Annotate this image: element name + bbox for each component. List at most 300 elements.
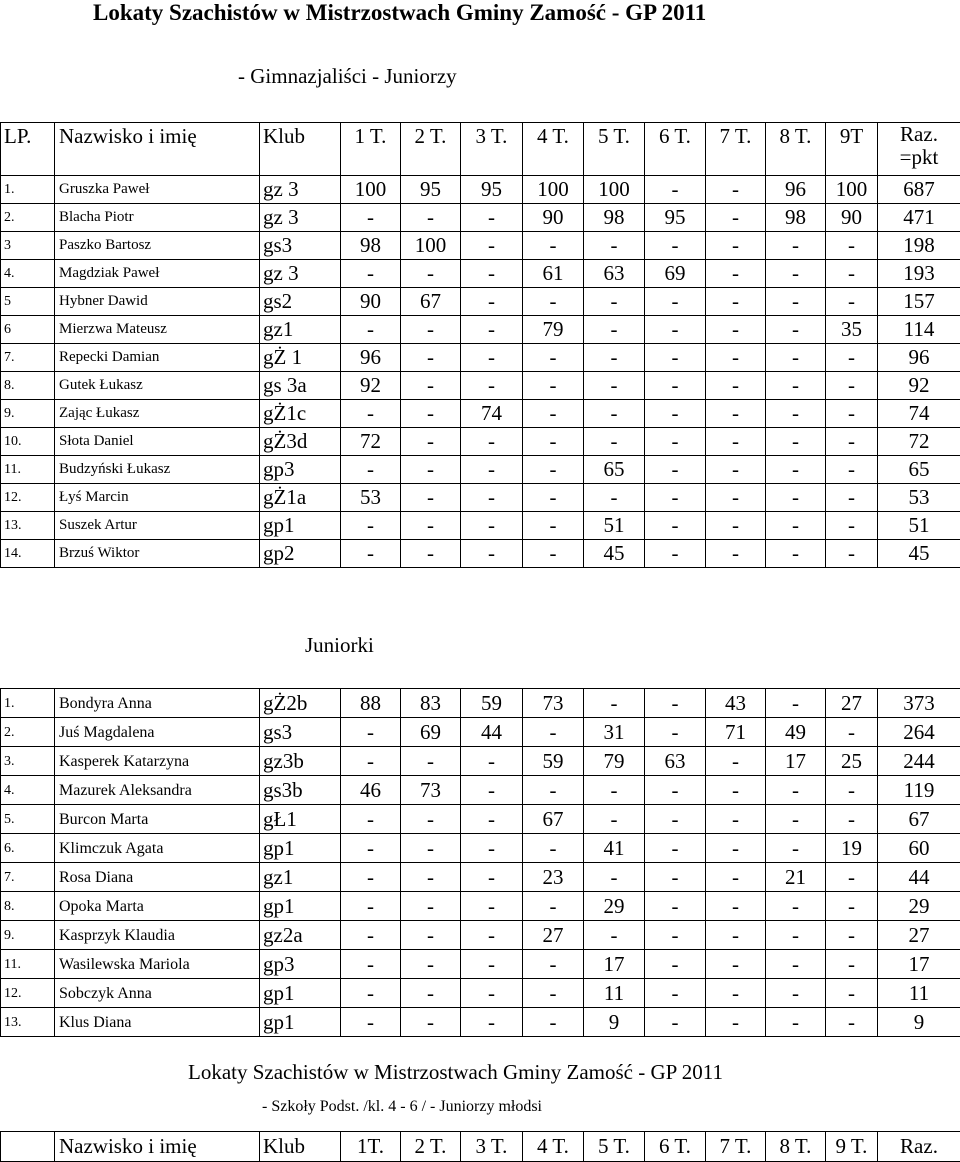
- cell-t8: -: [766, 776, 826, 805]
- cell-lp: 2.: [1, 718, 55, 747]
- cell-t3: -: [461, 950, 523, 979]
- table-row: [1, 176, 960, 204]
- cell-t7: 7 T.: [706, 1132, 766, 1162]
- cell-t8: -: [766, 834, 826, 863]
- cell-club: gs3: [260, 232, 341, 260]
- cell-total: 157: [878, 288, 960, 316]
- cell-t4: 67: [523, 805, 584, 834]
- cell-club: gz2a: [260, 921, 341, 950]
- cell-t8: -: [766, 1008, 826, 1037]
- cell-name: Suszek Artur: [55, 512, 260, 540]
- cell-lp: LP.: [1, 123, 55, 176]
- cell-t1: 46: [341, 776, 401, 805]
- cell-name: Mazurek Aleksandra: [55, 776, 260, 805]
- cell-t5: 41: [584, 834, 645, 863]
- cell-club: gp1: [260, 979, 341, 1008]
- cell-club: gŁ1: [260, 805, 341, 834]
- cell-name: Gruszka Paweł: [55, 176, 260, 204]
- cell-t5: -: [584, 484, 645, 512]
- cell-t9: -: [826, 892, 878, 921]
- cell-total: 65: [878, 456, 960, 484]
- juniors-table: [0, 122, 960, 568]
- cell-t3: -: [461, 344, 523, 372]
- cell-t8: -: [766, 372, 826, 400]
- cell-t3: -: [461, 863, 523, 892]
- cell-t7: -: [706, 979, 766, 1008]
- cell-total: Raz.: [878, 1132, 960, 1162]
- cell-t9: 90: [826, 204, 878, 232]
- cell-t3: -: [461, 316, 523, 344]
- cell-t7: -: [706, 400, 766, 428]
- cell-club: gs3b: [260, 776, 341, 805]
- cell-t1: 100: [341, 176, 401, 204]
- cell-total: 264: [878, 718, 960, 747]
- cell-t3: -: [461, 260, 523, 288]
- cell-t3: -: [461, 204, 523, 232]
- cell-t5: -: [584, 805, 645, 834]
- cell-t3: -: [461, 805, 523, 834]
- cell-lp: 5: [1, 288, 55, 316]
- cell-t6: -: [645, 176, 706, 204]
- cell-t5: 98: [584, 204, 645, 232]
- cell-t2: -: [401, 344, 461, 372]
- cell-t3: -: [461, 232, 523, 260]
- table-row: [1, 863, 960, 892]
- cell-total: 198: [878, 232, 960, 260]
- cell-t1: -: [341, 805, 401, 834]
- cell-t3: -: [461, 428, 523, 456]
- cell-lp: 6: [1, 316, 55, 344]
- cell-t7: -: [706, 176, 766, 204]
- cell-club: gz1: [260, 863, 341, 892]
- cell-t8: -: [766, 260, 826, 288]
- cell-t6: 69: [645, 260, 706, 288]
- cell-t8: -: [766, 288, 826, 316]
- cell-t2: -: [401, 456, 461, 484]
- cell-club: gz 3: [260, 260, 341, 288]
- cell-lp: 2.: [1, 204, 55, 232]
- cell-club: gs3: [260, 718, 341, 747]
- cell-t5: -: [584, 863, 645, 892]
- table-row: [1, 316, 960, 344]
- cell-t2: -: [401, 316, 461, 344]
- cell-t2: -: [401, 979, 461, 1008]
- cell-lp: 10.: [1, 428, 55, 456]
- cell-club: gz3b: [260, 747, 341, 776]
- table-row: [1, 540, 960, 568]
- table-row: [1, 834, 960, 863]
- cell-t7: -: [706, 316, 766, 344]
- cell-t3: -: [461, 512, 523, 540]
- table-row: [1, 950, 960, 979]
- cell-t4: 90: [523, 204, 584, 232]
- table-row: [1, 747, 960, 776]
- cell-t5: -: [584, 232, 645, 260]
- cell-t7: -: [706, 512, 766, 540]
- table-row: [1, 979, 960, 1008]
- cell-name: Gutek Łukasz: [55, 372, 260, 400]
- cell-total: 74: [878, 400, 960, 428]
- cell-total: 44: [878, 863, 960, 892]
- cell-total: Raz. =pkt: [878, 123, 960, 176]
- cell-club: Klub: [260, 123, 341, 176]
- table-row: [1, 456, 960, 484]
- cell-t9: 9 T.: [826, 1132, 878, 1162]
- cell-t8: -: [766, 512, 826, 540]
- cell-t8: -: [766, 921, 826, 950]
- cell-t2: -: [401, 921, 461, 950]
- cell-t1: -: [341, 400, 401, 428]
- cell-name: Repecki Damian: [55, 344, 260, 372]
- cell-t5: -: [584, 689, 645, 718]
- cell-t3: -: [461, 921, 523, 950]
- table-row: [1, 232, 960, 260]
- cell-t3: -: [461, 456, 523, 484]
- cell-club: gŻ1c: [260, 400, 341, 428]
- cell-t7: -: [706, 834, 766, 863]
- cell-club: gz 3: [260, 204, 341, 232]
- cell-lp: 8.: [1, 892, 55, 921]
- cell-t6: -: [645, 484, 706, 512]
- section-juniorki-label: Juniorki: [305, 633, 374, 657]
- cell-club: gŻ3d: [260, 428, 341, 456]
- cell-total: 9: [878, 1008, 960, 1037]
- cell-t3: -: [461, 1008, 523, 1037]
- cell-name: Sobczyk Anna: [55, 979, 260, 1008]
- cell-t4: 100: [523, 176, 584, 204]
- cell-name: Nazwisko i imię: [55, 1132, 260, 1162]
- cell-t6: -: [645, 372, 706, 400]
- table-row: [1, 512, 960, 540]
- cell-t3: -: [461, 540, 523, 568]
- cell-t4: -: [523, 512, 584, 540]
- cell-t2: -: [401, 892, 461, 921]
- cell-t5: 79: [584, 747, 645, 776]
- cell-t2: 69: [401, 718, 461, 747]
- cell-t9: -: [826, 950, 878, 979]
- cell-t8: 8 T.: [766, 123, 826, 176]
- cell-t6: -: [645, 456, 706, 484]
- cell-lp: 12.: [1, 484, 55, 512]
- cell-t4: 73: [523, 689, 584, 718]
- cell-club: gz1: [260, 316, 341, 344]
- cell-t6: -: [645, 689, 706, 718]
- cell-t1: -: [341, 892, 401, 921]
- cell-t4: 4 T.: [523, 1132, 584, 1162]
- cell-t4: -: [523, 344, 584, 372]
- cell-t7: -: [706, 484, 766, 512]
- cell-t2: -: [401, 747, 461, 776]
- cell-t7: -: [706, 805, 766, 834]
- table-header-row: [1, 123, 960, 176]
- table-row: [1, 718, 960, 747]
- cell-t9: -: [826, 805, 878, 834]
- cell-club: gp1: [260, 892, 341, 921]
- cell-t6: -: [645, 950, 706, 979]
- cell-t7: -: [706, 950, 766, 979]
- cell-t4: 23: [523, 863, 584, 892]
- cell-total: 193: [878, 260, 960, 288]
- cell-t5: -: [584, 344, 645, 372]
- cell-name: Klus Diana: [55, 1008, 260, 1037]
- cell-t7: -: [706, 260, 766, 288]
- cell-t2: 95: [401, 176, 461, 204]
- cell-club: gz 3: [260, 176, 341, 204]
- cell-t9: -: [826, 288, 878, 316]
- cell-t7: 71: [706, 718, 766, 747]
- cell-t1: 92: [341, 372, 401, 400]
- cell-t5: -: [584, 316, 645, 344]
- table-row: [1, 344, 960, 372]
- second-title: Lokaty Szachistów w Mistrzostwach Gminy Zamość - GP 2011: [188, 1060, 724, 1084]
- cell-name: Kasperek Katarzyna: [55, 747, 260, 776]
- cell-t6: -: [645, 344, 706, 372]
- cell-t3: -: [461, 288, 523, 316]
- cell-name: Juś Magdalena: [55, 718, 260, 747]
- cell-t2: 67: [401, 288, 461, 316]
- cell-t1: 90: [341, 288, 401, 316]
- cell-t4: 61: [523, 260, 584, 288]
- cell-t9: 19: [826, 834, 878, 863]
- cell-t1: -: [341, 921, 401, 950]
- cell-t7: -: [706, 428, 766, 456]
- cell-t2: 100: [401, 232, 461, 260]
- cell-total: 244: [878, 747, 960, 776]
- cell-t1: 96: [341, 344, 401, 372]
- cell-lp: 1.: [1, 689, 55, 718]
- cell-t1: 98: [341, 232, 401, 260]
- cell-t8: 49: [766, 718, 826, 747]
- cell-t6: -: [645, 288, 706, 316]
- table-row: [1, 372, 960, 400]
- cell-t1: -: [341, 512, 401, 540]
- cell-lp: 3.: [1, 747, 55, 776]
- table-row: [1, 1008, 960, 1037]
- cell-t3: 59: [461, 689, 523, 718]
- cell-total: 471: [878, 204, 960, 232]
- cell-t7: -: [706, 344, 766, 372]
- cell-lp: 9.: [1, 400, 55, 428]
- cell-t8: 21: [766, 863, 826, 892]
- page-title: Lokaty Szachistów w Mistrzostwach Gminy Zamość - GP 2011: [93, 0, 707, 25]
- cell-t7: -: [706, 747, 766, 776]
- cell-t4: 59: [523, 747, 584, 776]
- cell-t8: -: [766, 456, 826, 484]
- cell-t5: -: [584, 372, 645, 400]
- cell-name: Klimczuk Agata: [55, 834, 260, 863]
- cell-t1: -: [341, 718, 401, 747]
- cell-t1: -: [341, 979, 401, 1008]
- cell-total: 29: [878, 892, 960, 921]
- table-row: [1, 484, 960, 512]
- cell-t2: -: [401, 512, 461, 540]
- cell-t4: -: [523, 232, 584, 260]
- cell-t8: 98: [766, 204, 826, 232]
- cell-club: gp2: [260, 540, 341, 568]
- cell-name: Łyś Marcin: [55, 484, 260, 512]
- cell-t1: -: [341, 863, 401, 892]
- cell-name: Brzuś Wiktor: [55, 540, 260, 568]
- cell-t6: -: [645, 428, 706, 456]
- cell-t2: -: [401, 863, 461, 892]
- cell-name: Nazwisko i imię: [55, 123, 260, 176]
- cell-name: Mierzwa Mateusz: [55, 316, 260, 344]
- cell-t6: -: [645, 805, 706, 834]
- cell-t5: -: [584, 400, 645, 428]
- cell-t2: 2 T.: [401, 123, 461, 176]
- cell-lp: 8.: [1, 372, 55, 400]
- cell-t5: -: [584, 921, 645, 950]
- cell-t5: 51: [584, 512, 645, 540]
- cell-t7: -: [706, 892, 766, 921]
- cell-t9: -: [826, 372, 878, 400]
- cell-t2: -: [401, 834, 461, 863]
- cell-club: gŻ1a: [260, 484, 341, 512]
- cell-t9: -: [826, 1008, 878, 1037]
- cell-t2: -: [401, 1008, 461, 1037]
- cell-club: gŻ2b: [260, 689, 341, 718]
- cell-t6: -: [645, 776, 706, 805]
- cell-t6: 63: [645, 747, 706, 776]
- cell-t2: -: [401, 204, 461, 232]
- cell-t2: -: [401, 805, 461, 834]
- cell-t7: -: [706, 288, 766, 316]
- juniorki-table: [0, 688, 960, 1037]
- cell-t5: 65: [584, 456, 645, 484]
- cell-t8: 96: [766, 176, 826, 204]
- cell-name: Magdziak Paweł: [55, 260, 260, 288]
- cell-t7: 7 T.: [706, 123, 766, 176]
- cell-t1: 1 T.: [341, 123, 401, 176]
- cell-t3: 44: [461, 718, 523, 747]
- cell-t5: 5 T.: [584, 123, 645, 176]
- cell-club: gs2: [260, 288, 341, 316]
- cell-t3: -: [461, 372, 523, 400]
- cell-t5: -: [584, 776, 645, 805]
- cell-t6: -: [645, 892, 706, 921]
- cell-t6: -: [645, 316, 706, 344]
- cell-name: Hybner Dawid: [55, 288, 260, 316]
- cell-t1: -: [341, 1008, 401, 1037]
- cell-t7: -: [706, 863, 766, 892]
- cell-total: 11: [878, 979, 960, 1008]
- cell-t9: -: [826, 456, 878, 484]
- cell-lp: 12.: [1, 979, 55, 1008]
- cell-t9: 100: [826, 176, 878, 204]
- cell-name: Słota Daniel: [55, 428, 260, 456]
- cell-t8: -: [766, 344, 826, 372]
- cell-total: 67: [878, 805, 960, 834]
- cell-lp: 7.: [1, 863, 55, 892]
- cell-club: Klub: [260, 1132, 341, 1162]
- cell-t9: -: [826, 540, 878, 568]
- cell-t4: -: [523, 456, 584, 484]
- cell-t9: -: [826, 718, 878, 747]
- young-juniors-table: [0, 1131, 960, 1162]
- cell-t4: -: [523, 372, 584, 400]
- cell-t6: -: [645, 512, 706, 540]
- cell-t7: -: [706, 540, 766, 568]
- cell-t5: 100: [584, 176, 645, 204]
- cell-t9: -: [826, 776, 878, 805]
- cell-t8: -: [766, 400, 826, 428]
- cell-club: gp1: [260, 834, 341, 863]
- cell-t4: -: [523, 834, 584, 863]
- cell-t5: -: [584, 428, 645, 456]
- table-row: [1, 260, 960, 288]
- cell-t6: -: [645, 1008, 706, 1037]
- second-subtitle: - Szkoły Podst. /kl. 4 - 6 / - Juniorzy młodsi: [262, 1098, 542, 1115]
- cell-name: Wasilewska Mariola: [55, 950, 260, 979]
- cell-t4: -: [523, 540, 584, 568]
- cell-t8: -: [766, 540, 826, 568]
- cell-club: gp3: [260, 456, 341, 484]
- cell-t5: 31: [584, 718, 645, 747]
- table-row: [1, 921, 960, 950]
- cell-t3: -: [461, 776, 523, 805]
- cell-t5: 11: [584, 979, 645, 1008]
- cell-t2: 73: [401, 776, 461, 805]
- cell-club: gŻ 1: [260, 344, 341, 372]
- cell-total: 45: [878, 540, 960, 568]
- cell-t1: -: [341, 260, 401, 288]
- cell-t9: -: [826, 428, 878, 456]
- cell-t6: 6 T.: [645, 1132, 706, 1162]
- cell-t4: -: [523, 776, 584, 805]
- table-row: [1, 428, 960, 456]
- cell-t9: 25: [826, 747, 878, 776]
- cell-t8: -: [766, 892, 826, 921]
- section-subtitle: - Gimnazjaliści - Juniorzy: [238, 64, 457, 88]
- cell-lp: 1.: [1, 176, 55, 204]
- cell-lp: 11.: [1, 950, 55, 979]
- cell-t5: 45: [584, 540, 645, 568]
- cell-lp: 6.: [1, 834, 55, 863]
- cell-t6: -: [645, 540, 706, 568]
- cell-t2: -: [401, 540, 461, 568]
- cell-t2: -: [401, 260, 461, 288]
- cell-name: Paszko Bartosz: [55, 232, 260, 260]
- cell-t4: -: [523, 288, 584, 316]
- cell-t1: -: [341, 204, 401, 232]
- cell-total: 51: [878, 512, 960, 540]
- table-row: [1, 776, 960, 805]
- cell-t6: -: [645, 921, 706, 950]
- cell-total: 92: [878, 372, 960, 400]
- cell-t5: 17: [584, 950, 645, 979]
- cell-t3: 3 T.: [461, 1132, 523, 1162]
- cell-name: Blacha Piotr: [55, 204, 260, 232]
- cell-t6: 95: [645, 204, 706, 232]
- cell-t1: -: [341, 540, 401, 568]
- cell-t1: 88: [341, 689, 401, 718]
- cell-t6: -: [645, 718, 706, 747]
- table-row: [1, 689, 960, 718]
- cell-name: Budzyński Łukasz: [55, 456, 260, 484]
- cell-t2: 83: [401, 689, 461, 718]
- cell-lp: 7.: [1, 344, 55, 372]
- table-row: [1, 288, 960, 316]
- cell-total: 60: [878, 834, 960, 863]
- cell-t3: -: [461, 979, 523, 1008]
- cell-t7: -: [706, 204, 766, 232]
- cell-t3: -: [461, 892, 523, 921]
- cell-t9: -: [826, 260, 878, 288]
- cell-lp: 5.: [1, 805, 55, 834]
- cell-t4: 27: [523, 921, 584, 950]
- cell-t7: -: [706, 776, 766, 805]
- cell-t5: 63: [584, 260, 645, 288]
